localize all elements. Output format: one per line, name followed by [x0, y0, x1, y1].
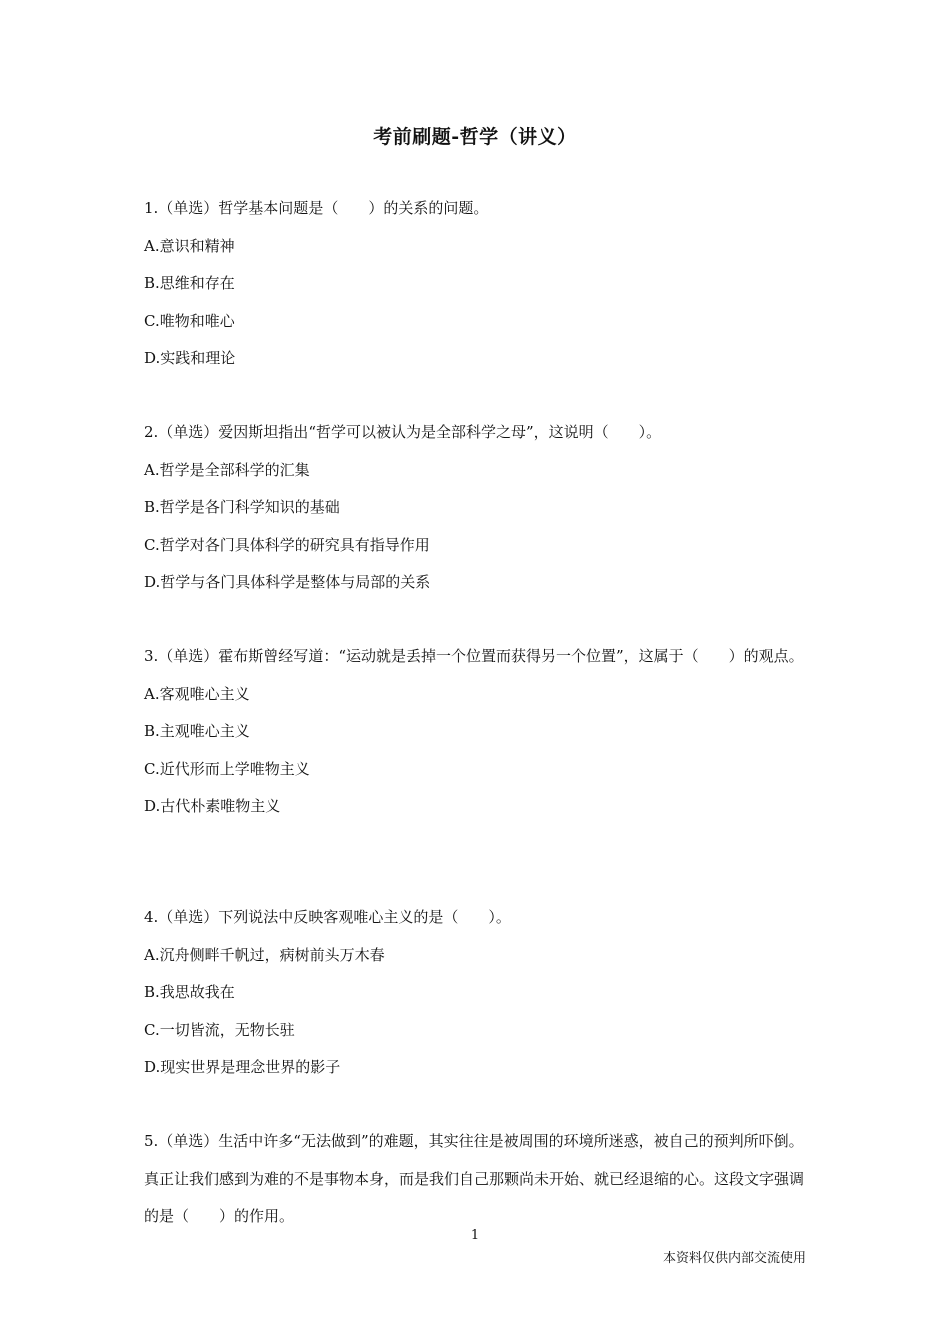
option-d: D.现实世界是理念世界的影子 — [144, 1058, 341, 1076]
option-a: A.沉舟侧畔千帆过，病树前头万木春 — [144, 945, 385, 964]
footer-note: 本资料仅供内部交流使用 — [662, 1251, 806, 1266]
option-a: A.客观唯心主义 — [144, 684, 250, 703]
question-2 — [144, 414, 808, 602]
option-d: D.哲学与各门具体科学是整体与局部的关系 — [144, 573, 431, 591]
option-d: D.古代朴素唯物主义 — [144, 797, 281, 815]
option-c: C.一切皆流，无物长驻 — [144, 1020, 295, 1039]
question-3 — [144, 638, 808, 826]
question-stem: 2.（单选）爱因斯坦指出“哲学可以被认为是全部科学之母”，这说明（ ）。 — [144, 423, 662, 441]
option-b: B.哲学是各门科学知识的基础 — [144, 498, 340, 516]
option-a: A.哲学是全部科学的汇集 — [144, 460, 310, 479]
option-b: B.主观唯心主义 — [144, 722, 250, 740]
page-title: 考前刷题-哲学（讲义） — [373, 126, 577, 148]
question-stem: 5.（单选）生活中许多“无法做到”的难题，其实往往是被周围的环境所迷惑，被自己的预判所吓倒。真正让我们感到为难的不是事物本身，而是我们自己那颗尚未开始、就已经退缩的心。这段文字强调的是（ ）的作用。 — [144, 1132, 805, 1225]
option-c: C.近代形而上学唯物主义 — [144, 759, 310, 778]
question-stem: 1.（单选）哲学基本问题是（ ）的关系的问题。 — [144, 199, 489, 217]
option-c: C.唯物和唯心 — [144, 311, 235, 330]
question-stem: 3.（单选）霍布斯曾经写道：“运动就是丢掉一个位置而获得另一个位置”，这属于（ ）的观点。 — [144, 647, 804, 665]
question-stem: 4.（单选）下列说法中反映客观唯心主义的是（ ）。 — [144, 908, 511, 926]
question-4 — [144, 899, 808, 1087]
question-5 — [144, 1123, 808, 1236]
page-number: 1 — [470, 1228, 480, 1243]
option-a: A.意识和精神 — [144, 236, 235, 255]
option-c: C.哲学对各门具体科学的研究具有指导作用 — [144, 535, 430, 554]
question-1 — [144, 190, 808, 378]
option-d: D.实践和理论 — [144, 349, 236, 367]
option-b: B.我思故我在 — [144, 983, 235, 1001]
option-b: B.思维和存在 — [144, 274, 235, 292]
